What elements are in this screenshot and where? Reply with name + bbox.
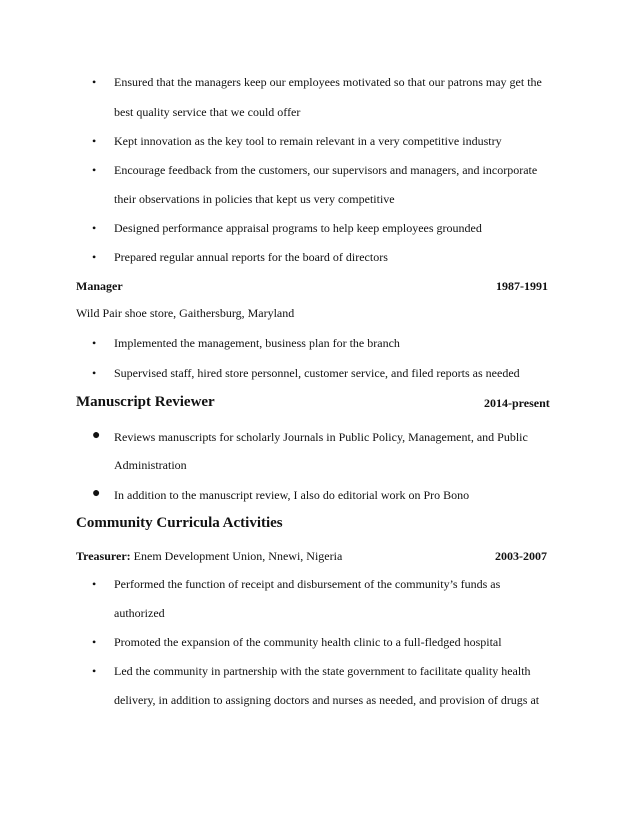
list-item: Promoted the expansion of the community health clinic to a full-fledged hospital: [114, 635, 502, 649]
bullet: •: [92, 75, 97, 89]
role-years: 2003-2007: [495, 549, 547, 563]
bullet: •: [92, 635, 97, 649]
bullet: •: [92, 336, 97, 350]
list-item: Reviews manuscripts for scholarly Journals in Public Policy, Management, and Public: [114, 430, 528, 444]
job-title: Manager: [76, 279, 123, 293]
list-item: Designed performance appraisal programs to help keep employees grounded: [114, 221, 482, 235]
section-title: Manuscript Reviewer: [76, 394, 215, 410]
role-org: Enem Development Union, Nnewi, Nigeria: [130, 549, 343, 563]
list-item: Ensured that the managers keep our employees motivated so that our patrons may get the: [114, 75, 542, 89]
list-item-continued: best quality service that we could offer: [114, 105, 301, 119]
bullet: •: [92, 577, 97, 591]
bullet: ●: [92, 428, 101, 443]
list-item-continued: delivery, in addition to assigning doctors and nurses as needed, and provision of drugs at: [114, 693, 540, 707]
list-item: Performed the function of receipt and disbursement of the community’s funds as: [114, 577, 501, 591]
role-line: [76, 549, 342, 563]
list-item: Supervised staff, hired store personnel, customer service, and filed reports as needed: [114, 366, 520, 380]
bullet: •: [92, 134, 97, 148]
bullet: •: [92, 366, 97, 380]
job-employer: Wild Pair shoe store, Gaithersburg, Maryland: [76, 306, 295, 320]
bullet: •: [92, 163, 97, 177]
bullet: •: [92, 250, 97, 264]
section-years: 2014-present: [484, 396, 550, 410]
section-heading: Community Curricula Activities: [76, 515, 283, 531]
list-item: Encourage feedback from the customers, our supervisors and managers, and incorporate: [114, 163, 538, 177]
bullet: •: [92, 664, 97, 678]
job-years: 1987-1991: [496, 279, 548, 293]
list-item-continued: Administration: [114, 458, 187, 472]
list-item: In addition to the manuscript review, I also do editorial work on Pro Bono: [114, 488, 470, 502]
list-item-continued: their observations in policies that kept us very competitive: [114, 192, 395, 206]
list-item-continued: authorized: [114, 606, 165, 620]
list-item: Led the community in partnership with the state government to facilitate quality health: [114, 664, 531, 678]
list-item: Implemented the management, business plan for the branch: [114, 336, 400, 350]
role-label: Treasurer:: [76, 549, 131, 563]
bullet: •: [92, 221, 97, 235]
bullet: ●: [92, 486, 101, 501]
list-item: Kept innovation as the key tool to remain relevant in a very competitive industry: [114, 134, 502, 148]
list-item: Prepared regular annual reports for the board of directors: [114, 250, 388, 264]
